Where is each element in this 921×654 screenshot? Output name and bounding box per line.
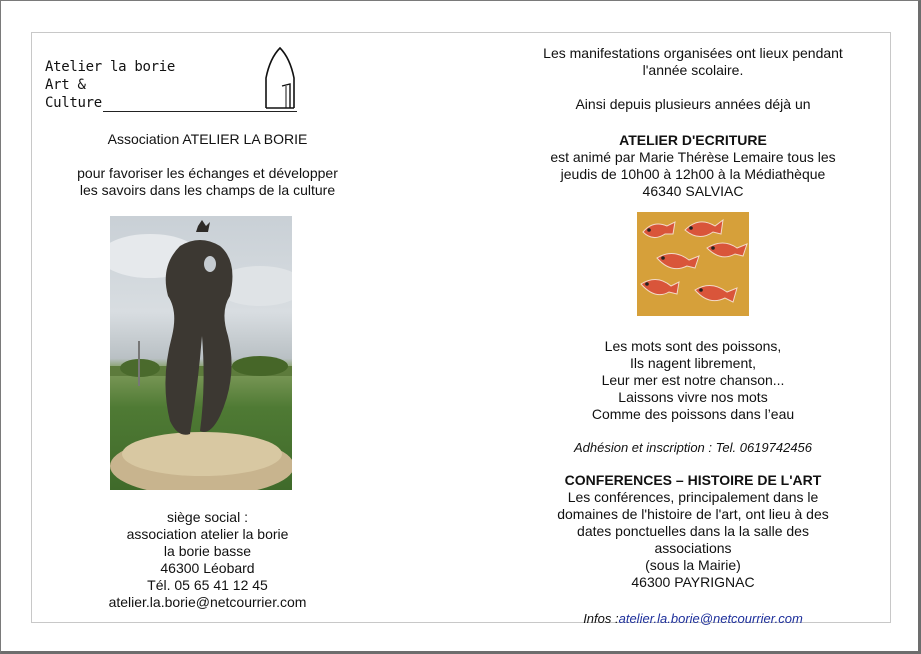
logo-line-1: Atelier la borie [45,59,176,75]
address-line: siège social : [167,509,248,525]
conferences-line: dates ponctuelles dans la la salle des [577,523,809,539]
poem-line: Laissons vivre nos mots [618,389,768,405]
association-title: Association ATELIER LA BORIE [107,131,308,147]
logo-line-3: Culture [45,95,102,111]
intro-line: Les manifestations organisées ont lieux pendant [543,45,843,61]
poem-line: Ils nagent librement, [629,355,757,371]
poem-line: Les mots sont des poissons, [604,338,782,354]
intro-sentence: Ainsi depuis plusieurs années déjà un [575,96,811,112]
atelier-line: est animé par Marie Thérèse Lemaire tous les [550,149,836,165]
infos-email-link[interactable]: atelier.la.borie@netcourrier.com [618,611,803,626]
address-line: la borie basse [163,543,252,559]
infos-label: Infos : [583,611,619,626]
address-line: Tél. 05 65 41 12 45 [147,577,268,593]
right-column [503,0,883,650]
conferences-line: associations [654,540,732,556]
fish-painting [637,212,749,316]
conferences-line: domaines de l'histoire de l'art, ont lieu à des [557,506,829,522]
atelier-line: 46340 SALVIAC [642,183,744,199]
poem-line: Leur mer est notre chanson... [601,372,785,388]
address-block [35,509,380,611]
poem-line: Comme des poissons dans l’eau [591,406,795,422]
address-line: association atelier la borie [126,526,289,542]
conferences-line: (sous la Mairie) [645,557,741,573]
atelier-line: jeudis de 10h00 à 12h00 à la Médiathèque [560,166,826,182]
conferences-line: 46300 PAYRIGNAC [631,574,755,590]
atelier-section [503,132,883,200]
description-line: les savoirs dans les champs de la culture [79,182,336,198]
adhesion-info: Adhésion et inscription : Tel. 0619742456 [573,440,813,455]
address-email: atelier.la.borie@netcourrier.com [108,594,307,610]
poem [503,338,883,423]
logo-line-2: Art & [45,77,86,93]
atelier-title: ATELIER D'ECRITURE [619,132,767,148]
intro-text [503,45,883,79]
description-line: pour favoriser les échanges et développer [77,165,338,181]
association-description [35,165,380,199]
address-line: 46300 Léobard [160,560,255,576]
intro-line: l'année scolaire. [642,62,744,78]
conferences-title: CONFERENCES – HISTOIRE DE L'ART [564,472,822,488]
conferences-line: Les conférences, principalement dans le [567,489,819,505]
infos-line [503,610,883,627]
sculpture-photo [110,216,292,490]
conferences-section [503,472,883,591]
